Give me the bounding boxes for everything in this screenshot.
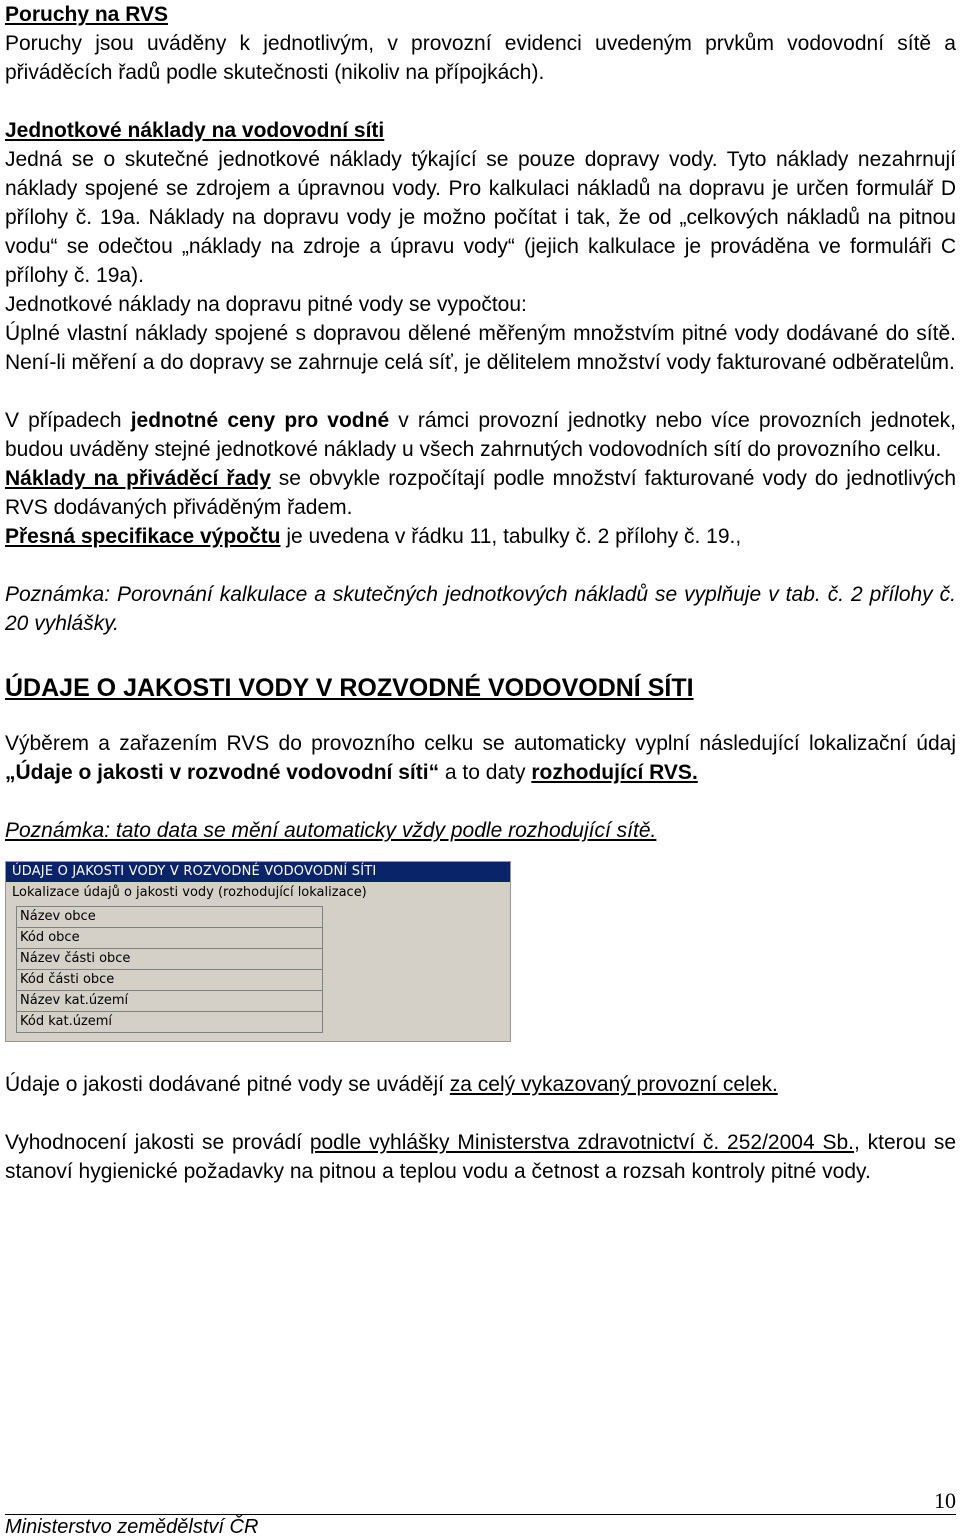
paragraph-uplne-naklady [5, 319, 956, 377]
note-porovnani: Poznámka: Porovnání kalkulace a skutečných jednotkových nákladů se vyplňuje v tab. č. 2 přílohy č. 20 vyhlášky. [5, 583, 956, 635]
paragraph-specifikace [5, 522, 956, 551]
spacer [5, 377, 956, 406]
spacer [5, 845, 956, 861]
specifikace-text: je uvedena v řádku 11, tabulky č. 2 přílohy č. 19., [280, 525, 742, 548]
jednotne-text-b: v rámci provozní jednotky nebo více provozních jednotek, budou uváděny stejné jednotkové náklady u všech zahrnutých vodovodních sítí do provozního celku. [5, 409, 956, 461]
footer-ministry: Ministerstvo zemědělství ČR [5, 1516, 259, 1538]
paragraph-vyber-rvs [5, 729, 956, 787]
vyhodnoceni-text-b: , kterou se stanoví hygienické požadavky na pitnou a teplou vodu a četnost a rozsah kontroly pitné vody. [5, 1131, 956, 1183]
rozhodujici-rvs: rozhodující RVS. [531, 761, 698, 784]
table-row[interactable]: Název části obce [17, 949, 323, 970]
paragraph-naklady [5, 145, 956, 290]
naklady-text-a: Jedná se o skutečné jednotkové náklady týkající se pouze dopravy vody. Tyto náklady nezahrnují náklady spojené se zdrojem a úpravnou vody. Pro kalkulaci nákladů na dopravu je určen formulář D přílohy č. 19a. [5, 148, 956, 229]
table-row[interactable]: Kód části obce [17, 970, 323, 991]
jednotne-text-a: V případech [5, 409, 131, 432]
page-number: 10 [934, 1488, 956, 1513]
spacer [5, 1099, 956, 1128]
specifikace-bold: Přesná specifikace výpočtu [5, 525, 281, 548]
lokalizace-table [16, 906, 323, 1033]
section-heading-jakost: ÚDAJE O JAKOSTI VODY V ROZVODNÉ VODOVODNÍ SÍTI [5, 674, 694, 702]
paragraph-vyhodnoceni [5, 1128, 956, 1186]
vyhlaska-reference: podle vyhlášky Ministerstva zdravotnictví č. 252/2004 Sb. [309, 1131, 854, 1154]
note-automaticky: Poznámka: tato data se mění automaticky vždy podle rozhodující sítě. [5, 819, 657, 842]
vyhodnoceni-text-a: Vyhodnocení jakosti se provádí [5, 1131, 310, 1154]
table-row[interactable]: Název obce [17, 907, 323, 928]
uplne-text-b: Není-li měření a do dopravy se zahrnuje celá síť, je dělitelem množství vody fakturované odběratelům. [5, 351, 955, 374]
jednotne-ceny-bold: jednotné ceny pro vodné [130, 409, 390, 432]
panel-title: ÚDAJE O JAKOSTI VODY V ROZVODNÉ VODOVODNÍ SÍTI [6, 862, 510, 882]
spacer [5, 705, 956, 729]
paragraph-udaje-jakost [5, 1070, 956, 1099]
paragraph-privadeci-rady [5, 464, 956, 522]
paragraph-vypocet: Jednotkové náklady na dopravu pitné vody se vypočtou: [5, 293, 527, 316]
table-row[interactable]: Název kat.území [17, 991, 323, 1012]
section-heading-poruchy: Poruchy na RVS [5, 3, 168, 26]
spacer [5, 87, 956, 116]
paragraph-poruchy: Poruchy jsou uváděny k jednotlivým, v provozní evidenci uvedeným prvkům vodovodní sítě a přiváděcích řadů podle skutečnosti (nikoliv na přípojkách). [5, 32, 956, 84]
vyber-text-a: Výběrem a zařazením RVS do provozního celku se automaticky vyplní následující lokalizační údaj [5, 732, 956, 755]
naklady-text-b: Náklady na dopravu vody je možno počítat i tak, že od „celkových nákladů na pitnou vodu“ se odečtou „náklady na zdroje a úpravu vody“ (jejich kalkulace je prováděna ve formuláři C přílohy č. 19a). [5, 206, 956, 287]
panel-subtitle: Lokalizace údajů o jakosti vody (rozhodující lokalizace) [12, 885, 367, 900]
vyber-bold: „Údaje o jakosti v rozvodné vodovodní síti“ [5, 761, 440, 784]
uplne-text-a: Úplné vlastní náklady spojené s dopravou dělené měřeným množstvím pitné vody dodávané do sítě. [5, 322, 956, 345]
table-row[interactable]: Kód obce [17, 928, 323, 949]
spacer [5, 787, 956, 816]
vyber-text-b: a to daty [439, 761, 532, 784]
spacer [5, 1042, 956, 1070]
section-heading-naklady: Jednotkové náklady na vodovodní síti [5, 119, 385, 142]
document-page [5, 0, 956, 1186]
spacer [5, 638, 956, 667]
spacer [5, 551, 956, 580]
paragraph-jednotne-ceny [5, 406, 956, 464]
jakost-panel [5, 861, 511, 1042]
udaje-underlined: za celý vykazovaný provozní celek. [449, 1073, 778, 1096]
table-row[interactable]: Kód kat.území [17, 1012, 323, 1033]
udaje-text: Údaje o jakosti dodávané pitné vody se uvádějí [5, 1073, 450, 1096]
privadeci-rady-bold: Náklady na přiváděcí řady [5, 467, 271, 490]
privadeci-text: se obvykle rozpočítají podle množství fakturované vody do jednotlivých RVS dodávaných přiváděným řadem. [5, 467, 956, 519]
